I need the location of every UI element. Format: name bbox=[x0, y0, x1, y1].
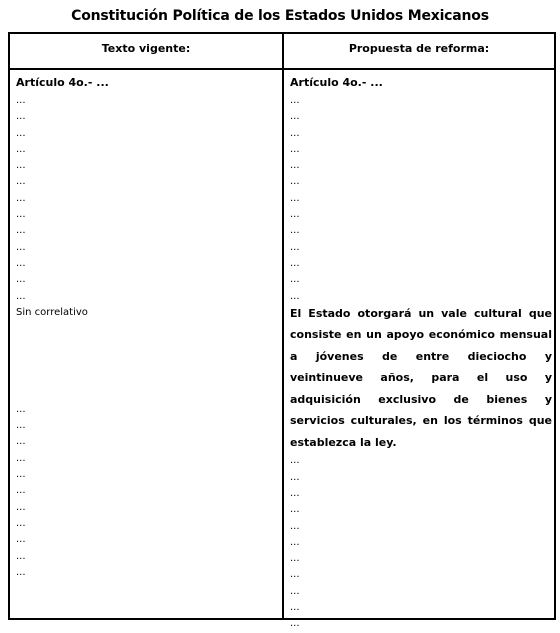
document-title: Constitución Política de los Estados Unidos Mexicanos bbox=[71, 8, 489, 24]
ellipsis-line: ... bbox=[290, 143, 300, 155]
ellipsis-line: ... bbox=[16, 241, 26, 253]
ellipsis-line: ... bbox=[16, 517, 26, 529]
blank-space bbox=[16, 321, 276, 402]
ellipsis-line: ... bbox=[16, 566, 26, 578]
column-divider bbox=[282, 34, 284, 618]
ellipsis-line: ... bbox=[16, 160, 26, 172]
ellipsis-line: ... bbox=[290, 471, 300, 483]
ellipsis-line: ... bbox=[16, 485, 26, 497]
ellipsis-line: ... bbox=[290, 536, 300, 548]
ellipsis-line: ... bbox=[290, 274, 300, 286]
ellipsis-line: ... bbox=[16, 290, 26, 302]
ellipsis-line: ... bbox=[16, 176, 26, 188]
ellipsis-list bbox=[16, 93, 276, 305]
article-heading: Artículo 4o.- ... bbox=[290, 76, 383, 89]
ellipsis-line: ... bbox=[290, 487, 300, 499]
ellipsis-line: ... bbox=[16, 469, 26, 481]
reform-proposal-column bbox=[290, 74, 552, 633]
ellipsis-line: ... bbox=[290, 553, 300, 565]
ellipsis-line: ... bbox=[290, 257, 300, 269]
ellipsis-list bbox=[290, 93, 552, 305]
current-text-column bbox=[16, 74, 276, 581]
ellipsis-line: ... bbox=[290, 225, 300, 237]
ellipsis-line: ... bbox=[16, 225, 26, 237]
ellipsis-line: ... bbox=[16, 95, 26, 106]
ellipsis-line: ... bbox=[290, 176, 300, 188]
ellipsis-line: ... bbox=[290, 290, 300, 302]
ellipsis-line: ... bbox=[16, 403, 26, 415]
ellipsis-line: ... bbox=[290, 192, 300, 204]
ellipsis-line: ... bbox=[290, 111, 300, 123]
ellipsis-list bbox=[290, 453, 552, 632]
ellipsis-line: ... bbox=[16, 534, 26, 546]
no-correlative-text: Sin correlativo bbox=[16, 306, 88, 318]
ellipsis-line: ... bbox=[290, 241, 300, 253]
ellipsis-line: ... bbox=[16, 111, 26, 123]
ellipsis-line: ... bbox=[290, 618, 300, 630]
ellipsis-list bbox=[16, 402, 276, 581]
ellipsis-line: ... bbox=[16, 420, 26, 432]
ellipsis-line: ... bbox=[290, 602, 300, 614]
ellipsis-line: ... bbox=[16, 192, 26, 204]
ellipsis-line: ... bbox=[16, 143, 26, 155]
header-divider bbox=[10, 68, 554, 70]
ellipsis-line: ... bbox=[16, 209, 26, 221]
ellipsis-line: ... bbox=[16, 274, 26, 286]
ellipsis-line: ... bbox=[290, 127, 300, 139]
article-heading: Artículo 4o.- ... bbox=[16, 76, 109, 89]
ellipsis-line: ... bbox=[290, 455, 300, 467]
ellipsis-line: ... bbox=[16, 436, 26, 448]
ellipsis-line: ... bbox=[16, 127, 26, 139]
ellipsis-line: ... bbox=[290, 504, 300, 516]
comparison-table bbox=[8, 32, 556, 630]
ellipsis-line: ... bbox=[290, 95, 300, 106]
current-text-header: Texto vigente: bbox=[101, 42, 191, 55]
ellipsis-line: ... bbox=[16, 550, 26, 562]
ellipsis-line: ... bbox=[290, 160, 300, 172]
ellipsis-line: ... bbox=[290, 585, 300, 597]
reform-proposal-header: Propuesta de reforma: bbox=[348, 42, 490, 55]
ellipsis-line: ... bbox=[290, 520, 300, 532]
ellipsis-line: ... bbox=[290, 209, 300, 221]
ellipsis-line: ... bbox=[16, 257, 26, 269]
ellipsis-line: ... bbox=[290, 569, 300, 581]
proposed-paragraph: El Estado otorgará un vale cultural que consiste en un apoyo económico mensual a jóvenes de entre dieciocho y veintinueve años, para el uso y adquisición exclusivo de bienes y servicios culturales, en los términos que establezca la ley. bbox=[290, 306, 552, 449]
ellipsis-line: ... bbox=[16, 501, 26, 513]
ellipsis-line: ... bbox=[16, 452, 26, 464]
